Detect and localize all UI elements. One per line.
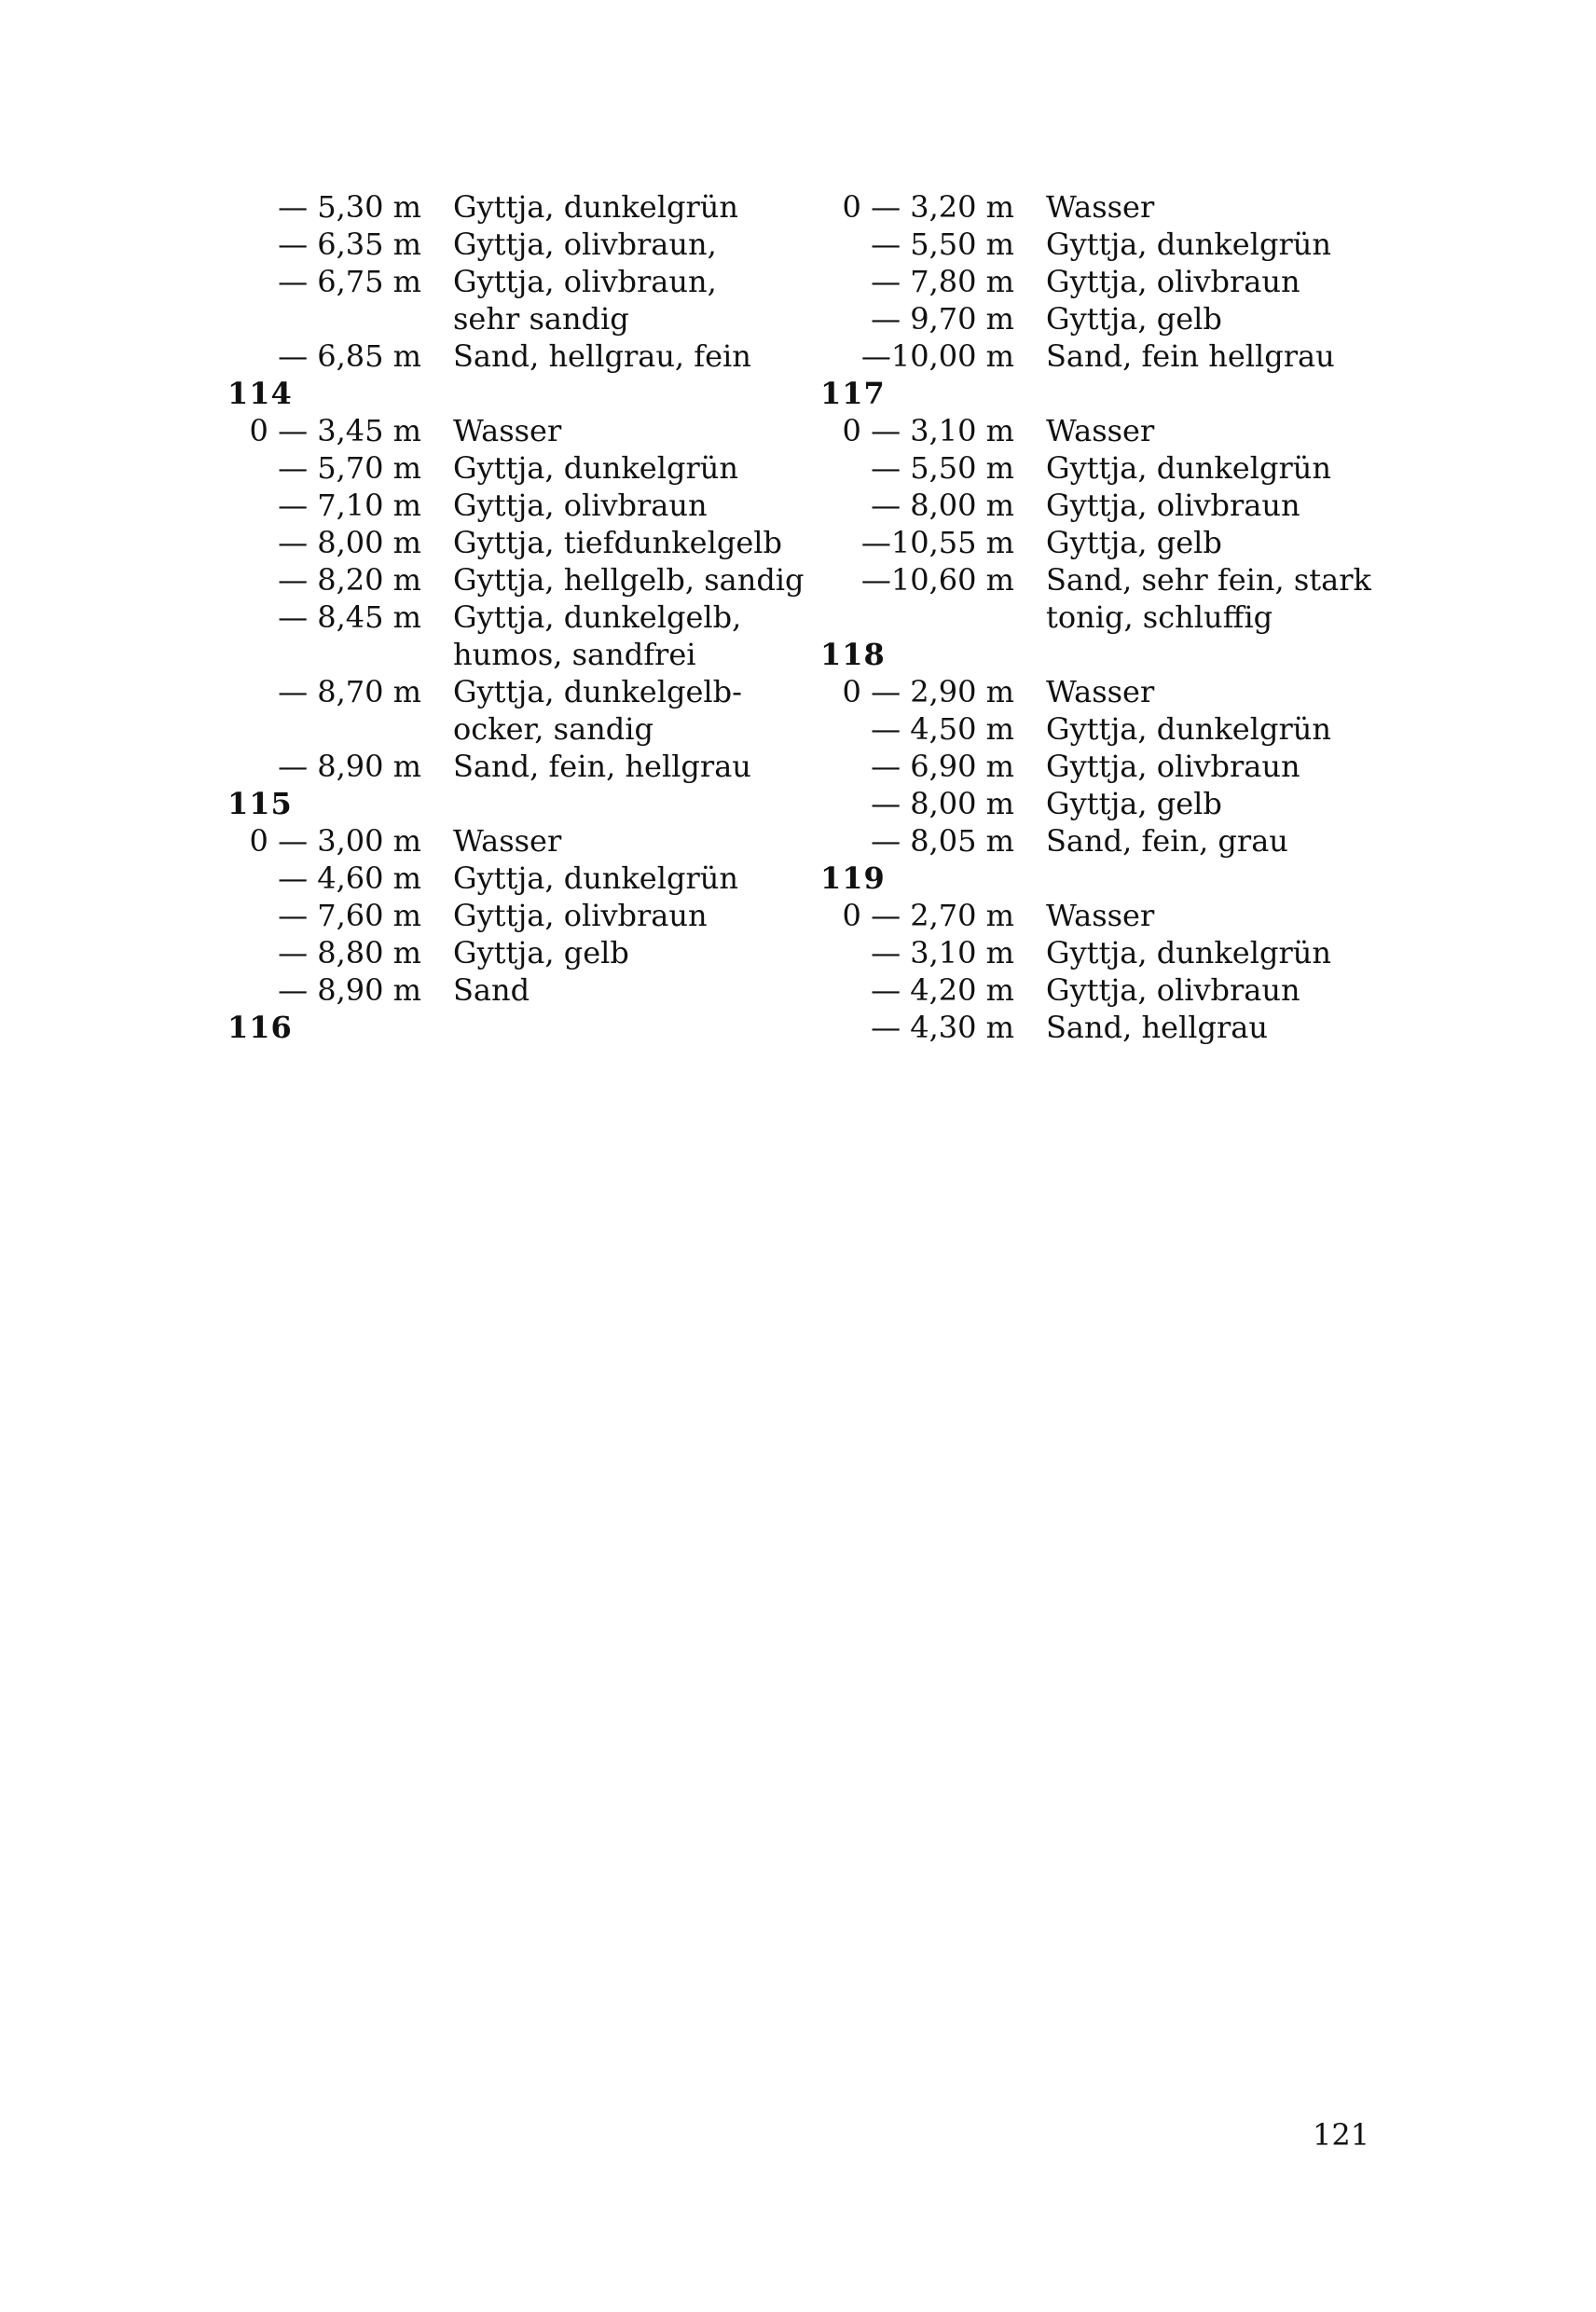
profile-row [820,599,1371,636]
depth-value: — 7,80 m [871,264,1014,299]
profile-row [820,263,1371,300]
layer-description: Wasser [453,823,562,859]
layer-description: Sand, fein, grau [1046,823,1288,859]
section-label: 114 [227,376,293,411]
profile-row [820,226,1371,263]
layer-description: Gyttja, dunkelgrün [453,860,738,896]
right-column [820,188,1371,1046]
layer-description: Gyttja, olivbraun [1046,972,1300,1008]
profile-row [227,487,805,524]
layer-description: tonig, schluffig [1046,599,1273,635]
layer-description: Sand, fein, hellgrau [453,749,751,784]
depth-value: — 7,10 m [278,488,421,523]
layer-description: Gyttja, dunkelgrün [453,189,738,225]
depth-value: — 8,90 m [278,972,421,1008]
profile-row [227,337,805,375]
profile-row [820,524,1371,561]
layer-description: ocker, sandig [453,711,654,747]
depth-value: — 8,70 m [278,674,421,709]
profile-row [820,300,1371,337]
profile-row [227,412,805,449]
depth-value: — 4,60 m [278,860,421,896]
profile-row [227,748,805,785]
depth-value: — 8,20 m [278,562,421,598]
profile-row [227,673,805,710]
layer-description: Gyttja, olivbraun, [453,227,717,262]
section-label: 119 [820,860,886,896]
profile-row [227,188,805,226]
page-number: 121 [1313,2117,1370,2153]
profile-row [820,188,1371,226]
profile-row [227,263,805,300]
depth-value: 0 — 3,10 m [842,413,1014,448]
profile-row [820,897,1371,934]
section-label: 117 [820,376,886,411]
profile-row [820,971,1371,1009]
depth-value: — 6,35 m [278,227,421,262]
profile-row [227,449,805,487]
layer-description: Gyttja, hellgelb, sandig [453,562,805,598]
layer-description: Wasser [1046,674,1155,709]
profile-row [820,710,1371,748]
depth-value: — 6,75 m [278,264,421,299]
layer-description: Sand [453,972,530,1008]
layer-description: Gyttja, dunkelgrün [1046,935,1331,970]
layer-description: Gyttja, olivbraun [1046,749,1300,784]
profile-row [227,822,805,860]
layer-description: Gyttja, olivbraun [1046,264,1300,299]
depth-value: — 5,50 m [871,227,1014,262]
profile-row [820,822,1371,860]
profile-row [820,785,1371,822]
profile-row [820,487,1371,524]
layer-description: Gyttja, gelb [1046,525,1222,560]
layer-description: Sand, hellgrau, fein [453,338,751,374]
layer-description: Gyttja, dunkelgrün [1046,227,1331,262]
layer-description: Gyttja, olivbraun [453,488,708,523]
layer-description: Sand, hellgrau [1046,1010,1268,1045]
profile-row [820,1009,1371,1046]
profile-row [820,673,1371,710]
profile-row [227,524,805,561]
depth-value: — 6,90 m [871,749,1014,784]
profile-row [820,337,1371,375]
profile-row [820,412,1371,449]
layer-description: Wasser [1046,189,1155,225]
profile-row [820,449,1371,487]
profile-row [227,599,805,636]
layer-description: sehr sandig [453,301,629,337]
depth-value: — 4,30 m [871,1010,1014,1045]
layer-description: Wasser [1046,413,1155,448]
depth-value: 0 — 3,20 m [842,189,1014,225]
depth-value: — 8,00 m [278,525,421,560]
layer-description: Gyttja, olivbraun, [453,264,717,299]
depth-value: —10,60 m [860,562,1014,598]
layer-description: Gyttja, olivbraun [453,898,708,933]
depth-value: — 5,30 m [278,189,421,225]
depth-value: —10,00 m [860,338,1014,374]
layer-description: Gyttja, dunkelgrün [1046,711,1331,747]
layer-description: Sand, sehr fein, stark [1046,562,1371,598]
depth-value: 0 — 2,70 m [842,898,1014,933]
layer-description: Gyttja, gelb [1046,301,1222,337]
profile-row [227,934,805,971]
depth-value: — 8,90 m [278,749,421,784]
depth-value: — 8,05 m [871,823,1014,859]
layer-description: Sand, fein hellgrau [1046,338,1335,374]
left-column [227,188,805,1046]
depth-value: — 4,50 m [871,711,1014,747]
layer-description: Gyttja, dunkelgrün [453,450,738,486]
depth-value: 0 — 2,90 m [842,674,1014,709]
profile-row [227,300,805,337]
profile-row [820,561,1371,599]
layer-description: Wasser [453,413,562,448]
layer-description: Gyttja, gelb [453,935,629,970]
layer-description: Gyttja, dunkelgelb, [453,599,742,635]
profile-row [820,748,1371,785]
layer-description: humos, sandfrei [453,637,696,672]
profile-row [227,710,805,748]
depth-value: — 7,60 m [278,898,421,933]
layer-description: Gyttja, gelb [1046,786,1222,821]
profile-row [227,897,805,934]
profile-row [227,226,805,263]
layer-description: Gyttja, tiefdunkelgelb [453,525,782,560]
layer-description: Gyttja, dunkelgelb- [453,674,742,709]
section-label: 118 [820,637,886,672]
profile-row [820,934,1371,971]
depth-value: — 5,70 m [278,450,421,486]
depth-value: — 8,00 m [871,488,1014,523]
depth-value: —10,55 m [860,525,1014,560]
profile-row [227,561,805,599]
layer-description: Wasser [1046,898,1155,933]
depth-value: — 5,50 m [871,450,1014,486]
layer-description: Gyttja, dunkelgrün [1046,450,1331,486]
depth-value: — 4,20 m [871,972,1014,1008]
depth-value: — 3,10 m [871,935,1014,970]
depth-value: — 8,45 m [278,599,421,635]
profile-row [227,971,805,1009]
depth-value: — 9,70 m [871,301,1014,337]
layer-description: Gyttja, olivbraun [1046,488,1300,523]
depth-value: 0 — 3,00 m [249,823,421,859]
depth-value: — 8,00 m [871,786,1014,821]
profile-row [227,860,805,897]
section-label: 115 [227,786,293,821]
depth-value: — 6,85 m [278,338,421,374]
section-label: 116 [227,1010,293,1045]
depth-value: 0 — 3,45 m [249,413,421,448]
depth-value: — 8,80 m [278,935,421,970]
profile-row [227,636,805,673]
